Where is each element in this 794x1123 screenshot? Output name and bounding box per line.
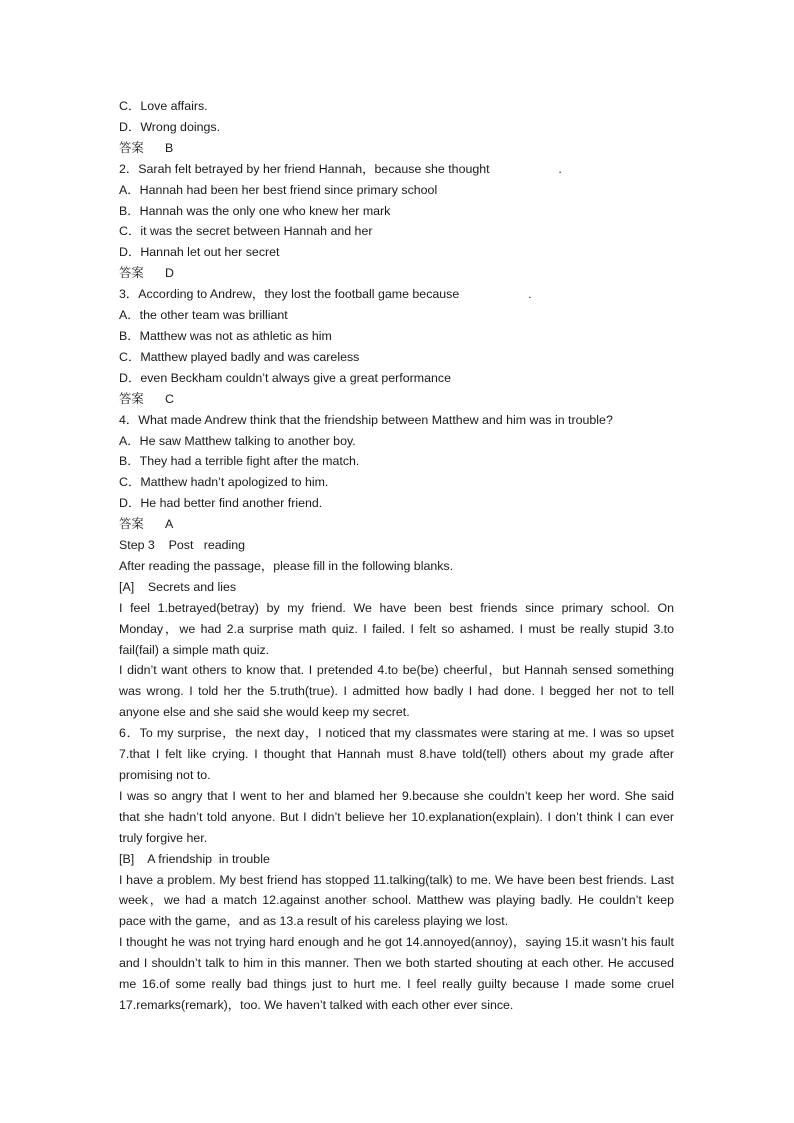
answer-label: 答案 — [119, 140, 144, 155]
answer-line — [119, 389, 674, 410]
step-heading: Step 3 Post reading — [119, 538, 246, 553]
question-4-option-a: A．He saw Matthew talking to another boy. — [119, 433, 356, 448]
question-3-option-a: A．the other team was brilliant — [119, 308, 288, 323]
question-3-option-b: B．Matthew was not as athletic as him — [119, 328, 332, 343]
question-4-option-c: C．Matthew hadn’t apologized to him. — [119, 475, 329, 490]
question-2-option-b: B．Hannah was the only one who knew her mark — [119, 203, 391, 218]
option-d: D．Wrong doings. — [119, 119, 221, 134]
question-2-option-c: C．it was the secret between Hannah and her — [119, 224, 373, 239]
answer-label: 答案 — [119, 517, 144, 532]
instruction: After reading the passage，please fill in the following blanks. — [119, 558, 454, 573]
section-b-heading: [B] A friendship in trouble — [119, 851, 270, 866]
answer-label: 答案 — [119, 266, 144, 281]
answer-line — [119, 138, 674, 159]
answer-line — [119, 263, 674, 284]
answer-value: B — [165, 140, 174, 155]
document-page — [119, 96, 674, 1016]
question-3-option-c: C．Matthew played badly and was careless — [119, 349, 360, 364]
section-a-heading: [A] Secrets and lies — [119, 579, 237, 594]
answer-label: 答案 — [119, 391, 144, 406]
answer-value: C — [165, 391, 174, 406]
answer-line — [119, 514, 674, 535]
question-4-option-d: D．He had better find another friend. — [119, 496, 323, 511]
answer-value: A — [165, 517, 174, 532]
question-4-stem: 4．What made Andrew think that the friendship between Matthew and him was in trouble? — [119, 412, 613, 427]
question-4-option-b: B．They had a terrible fight after the match. — [119, 454, 360, 469]
section-a-paragraph-2: I didn’t want others to know that. I pretended 4.to be(be) cheerful，but Hannah sensed something was wrong. I told her the 5.truth(true). I admitted how badly I had done. I begged her not to tell anyone else and she said she would keep my secret. — [119, 663, 674, 720]
question-2-stem: 2．Sarah felt betrayed by her friend Hannah，because she thought . — [119, 161, 562, 176]
section-b-paragraph-1: I have a problem. My best friend has stopped 11.talking(talk) to me. We have been best friends. Last week，we had a match 12.against another school. Matthew was playing badly. He couldn’t keep pace with the game，and as 13.a result of his careless playing we lost. — [119, 872, 674, 929]
question-3-stem: 3．According to Andrew，they lost the football game because . — [119, 287, 532, 302]
option-c: C．Love affairs. — [119, 99, 208, 113]
section-a-paragraph-3: 6．To my surprise，the next day，I noticed that my classmates were staring at me. I was so upset 7.that I felt like crying. I thought that Hannah must 8.have told(tell) others about my grade after promising not to. — [119, 726, 674, 782]
question-2-option-d: D．Hannah let out her secret — [119, 245, 280, 260]
question-3-option-d: D．even Beckham couldn’t always give a great performance — [119, 370, 451, 385]
section-a-paragraph-1: I feel 1.betrayed(betray) by my friend. We have been best friends since primary school. On Monday，we had 2.a surprise math quiz. I failed. I felt so ashamed. I must be really stupid 3.to fail(fail) a simple math quiz. — [119, 600, 674, 657]
answer-value: D — [165, 266, 174, 281]
section-b-paragraph-2: I thought he was not trying hard enough and he got 14.annoyed(annoy)，saying 15.it wasn’t his fault and I shouldn’t talk to him in this manner. Then we both started shouting at each other. He accused me 16.of some really bad things just to hurt me. I feel really guilty because I made some cruel 17.remarks(remark)，too. We haven’t talked with each other ever since. — [119, 935, 674, 1012]
question-2-option-a: A．Hannah had been her best friend since primary school — [119, 182, 438, 197]
section-a-paragraph-4: I was so angry that I went to her and blamed her 9.because she couldn’t keep her word. She said that she hadn’t told anyone. But I didn’t believe her 10.explanation(explain). I don’t think I can ever truly forgive her. — [119, 788, 674, 845]
